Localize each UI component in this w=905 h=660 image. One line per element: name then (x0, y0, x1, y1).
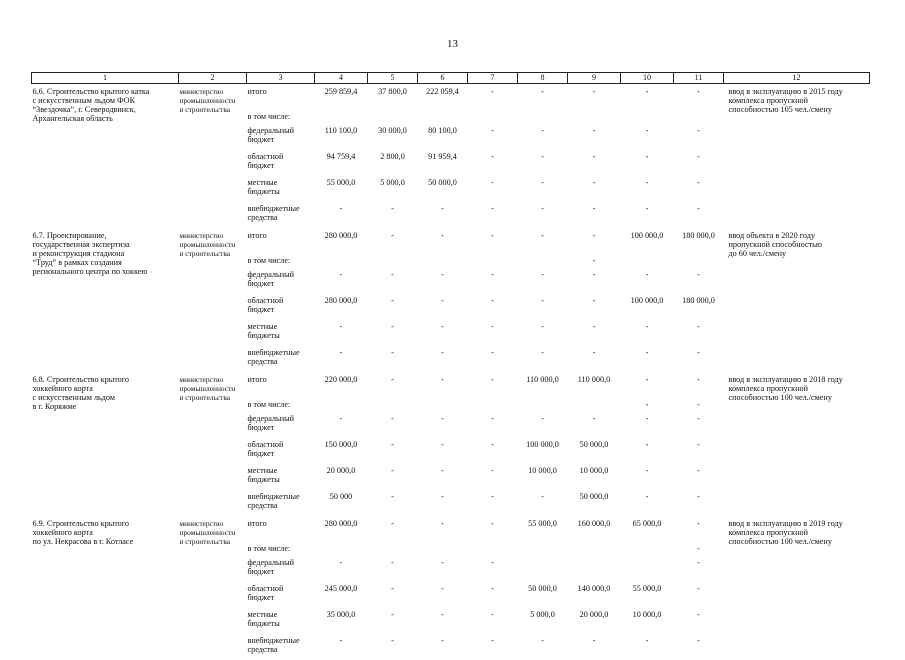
amount-cell: - (541, 203, 544, 213)
column-header: 11 (674, 73, 724, 84)
funding-source-label: федеральный бюджет (247, 269, 295, 288)
amount-cell: - (541, 177, 544, 187)
amount-cell: - (491, 413, 494, 423)
column-number-row (32, 73, 870, 84)
amount-cell: 110 000,0 (577, 374, 611, 384)
amount-cell: 160 000,0 (577, 518, 611, 528)
amount-cell: 280 000,0 (324, 518, 358, 528)
project-name: 6.6. Строительство крытого катка с искусственным льдом ФОК “Звездочка”, г. Северодвинск, Архангельская область (32, 87, 150, 123)
amount-cell: - (645, 491, 649, 501)
amount-cell (568, 110, 621, 124)
amount-cell: - (491, 151, 494, 161)
amount-cell: - (645, 125, 649, 135)
amount-cell: 55 000,0 (326, 177, 356, 187)
amount-cell: - (541, 347, 544, 357)
amount-cell: 180 000,0 (682, 295, 715, 305)
amount-cell (518, 254, 568, 268)
amount-cell: - (491, 609, 494, 619)
funding-source-label: внебюджетные средства (247, 203, 300, 222)
amount-cell: - (491, 230, 494, 240)
amount-cell: - (541, 635, 544, 645)
amount-cell: - (491, 635, 494, 645)
amount-cell (418, 542, 468, 556)
amount-cell: - (697, 609, 700, 619)
funding-source-label: итого (247, 518, 267, 528)
amount-cell: - (645, 439, 649, 449)
amount-cell: - (491, 125, 494, 135)
amount-cell: 91 959,4 (428, 151, 457, 161)
amount-cell: - (541, 151, 544, 161)
amount-cell: 65 000,0 (632, 518, 662, 528)
amount-cell: - (697, 543, 700, 553)
amount-cell: - (441, 413, 444, 423)
amount-cell: - (441, 269, 444, 279)
project-name: 6.8. Строительство крытого хоккейного корта с искусственным льдом в г. Коряжме (32, 374, 130, 411)
amount-cell: - (391, 230, 394, 240)
project-note: ввод в эксплуатацию в 2018 году комплекса пропускной способностью 100 чел./смену (728, 374, 843, 402)
column-header: 12 (724, 73, 870, 84)
amount-cell: - (592, 230, 596, 240)
amount-cell (418, 110, 468, 124)
amount-cell: - (391, 439, 394, 449)
amount-cell (674, 110, 724, 124)
amount-cell: 37 800,0 (378, 87, 407, 96)
funding-source-label: в том числе: (247, 255, 291, 265)
project-executor: министерство промышленности и строительства (179, 87, 236, 114)
amount-cell: - (697, 125, 700, 135)
funding-source-label: в том числе: (247, 111, 291, 121)
amount-cell: - (697, 347, 700, 357)
amount-cell (518, 110, 568, 124)
amount-cell: - (592, 635, 596, 645)
column-header: 4 (315, 73, 368, 84)
amount-cell: - (645, 399, 649, 409)
amount-cell: - (391, 374, 394, 384)
table-row (32, 516, 870, 542)
amount-cell: - (541, 87, 544, 96)
amount-cell: - (491, 557, 494, 567)
amount-cell: 110 100,0 (324, 125, 358, 135)
amount-cell: - (339, 203, 343, 213)
amount-cell: - (592, 87, 596, 96)
column-header: 10 (621, 73, 674, 84)
amount-cell (315, 110, 368, 124)
amount-cell: - (697, 439, 700, 449)
table-row (32, 84, 870, 110)
amount-cell: - (697, 151, 700, 161)
amount-cell: - (697, 518, 700, 528)
page-number: 13 (447, 38, 458, 50)
amount-cell: - (697, 491, 700, 501)
amount-cell: 50 000,0 (579, 491, 609, 501)
amount-cell (621, 542, 674, 556)
amount-cell: - (339, 557, 343, 567)
amount-cell: - (491, 518, 494, 528)
amount-cell: - (645, 203, 649, 213)
amount-cell: - (592, 321, 596, 331)
amount-cell (518, 556, 568, 582)
amount-cell (518, 542, 568, 556)
amount-cell (368, 110, 418, 124)
funding-source-label: итого (247, 374, 267, 384)
amount-cell: - (441, 374, 444, 384)
amount-cell: - (541, 321, 544, 331)
funding-source-label: федеральный бюджет (247, 557, 295, 576)
amount-cell: - (592, 413, 596, 423)
amount-cell (418, 398, 468, 412)
table-body (32, 84, 870, 660)
amount-cell: 94 759,4 (326, 151, 356, 161)
amount-cell: - (592, 203, 596, 213)
amount-cell: 50 000,0 (428, 177, 457, 187)
funding-source-label: итого (247, 87, 267, 96)
amount-cell: - (592, 347, 596, 357)
amount-cell (368, 254, 418, 268)
amount-cell: - (645, 635, 649, 645)
amount-cell (315, 254, 368, 268)
amount-cell: - (491, 491, 494, 501)
amount-cell: 10 000,0 (579, 465, 609, 475)
amount-cell: - (541, 295, 544, 305)
amount-cell (418, 254, 468, 268)
amount-cell (468, 542, 518, 556)
amount-cell (674, 254, 724, 268)
column-header: 8 (518, 73, 568, 84)
amount-cell: - (491, 347, 494, 357)
funding-source-label: областной бюджет (247, 439, 284, 458)
amount-cell: - (697, 413, 700, 423)
amount-cell: 2 800,0 (380, 151, 405, 161)
amount-cell: 220 000,0 (324, 374, 358, 384)
amount-cell: 20 000,0 (326, 465, 356, 475)
amount-cell: 55 000,0 (632, 583, 662, 593)
amount-cell: 50 000 (329, 491, 353, 501)
project-note: ввод в эксплуатацию в 2019 году комплекса пропускной способностью 100 чел./смену (728, 518, 843, 546)
amount-cell: 140 000,0 (577, 583, 611, 593)
column-header: 6 (418, 73, 468, 84)
project-name: 6.7. Проектирование, государственная экспертиза и реконструкция стадиона “Труд” в рамках создания регионального центра по хоккею (32, 230, 148, 276)
amount-cell: - (645, 465, 649, 475)
amount-cell: - (592, 269, 596, 279)
amount-cell: - (391, 635, 394, 645)
project-executor: министерство промышленности и строительства (179, 230, 236, 258)
amount-cell: - (391, 518, 394, 528)
amount-cell: - (491, 439, 494, 449)
funding-source-label: внебюджетные средства (247, 491, 300, 510)
amount-cell: - (645, 347, 649, 357)
amount-cell: 180 000,0 (682, 230, 715, 240)
amount-cell: 35 000,0 (326, 609, 356, 619)
amount-cell: 10 000,0 (528, 465, 557, 475)
amount-cell: 150 000,0 (324, 439, 358, 449)
amount-cell (368, 542, 418, 556)
amount-cell: - (339, 413, 343, 423)
funding-source-label: местные бюджеты (247, 177, 280, 196)
amount-cell: - (391, 583, 394, 593)
funding-source-label: в том числе: (247, 543, 291, 553)
amount-cell: - (391, 413, 394, 423)
amount-cell: - (697, 321, 700, 331)
amount-cell: 5 000,0 (380, 177, 405, 187)
funding-source-label: внебюджетные средства (247, 347, 300, 366)
amount-cell: - (697, 203, 700, 213)
amount-cell: - (592, 255, 596, 265)
amount-cell: - (391, 557, 394, 567)
amount-cell: - (441, 518, 444, 528)
amount-cell: - (441, 609, 444, 619)
amount-cell (468, 398, 518, 412)
amount-cell: - (391, 347, 394, 357)
amount-cell: - (491, 87, 494, 96)
amount-cell: - (697, 583, 700, 593)
amount-cell: - (541, 491, 544, 501)
amount-cell: - (491, 321, 494, 331)
amount-cell (568, 398, 621, 412)
funding-source-label: в том числе: (247, 399, 291, 409)
funding-source-label: местные бюджеты (247, 465, 280, 484)
amount-cell (315, 398, 368, 412)
amount-cell: - (441, 295, 444, 305)
amount-cell: - (491, 203, 494, 213)
column-header: 3 (247, 73, 315, 84)
amount-cell: - (491, 374, 494, 384)
amount-cell: 100 000,0 (630, 295, 664, 305)
funding-source-label: областной бюджет (247, 151, 284, 170)
amount-cell: - (697, 87, 700, 96)
amount-cell: - (541, 413, 544, 423)
amount-cell: - (391, 295, 394, 305)
amount-cell: - (491, 295, 494, 305)
amount-cell: - (391, 321, 394, 331)
funding-source-label: местные бюджеты (247, 321, 280, 340)
amount-cell (315, 542, 368, 556)
amount-cell (621, 556, 674, 582)
amount-cell (468, 254, 518, 268)
amount-cell: 50 000,0 (528, 583, 557, 593)
amount-cell: 55 000,0 (528, 518, 557, 528)
funding-source-label: итого (247, 230, 267, 240)
funding-source-label: федеральный бюджет (247, 125, 295, 144)
amount-cell: - (391, 491, 394, 501)
amount-cell: - (391, 203, 394, 213)
amount-cell: 100 000,0 (630, 230, 664, 240)
amount-cell: - (491, 583, 494, 593)
amount-cell: - (339, 635, 343, 645)
amount-cell: - (592, 177, 596, 187)
amount-cell: - (441, 583, 444, 593)
amount-cell: 50 000,0 (579, 439, 609, 449)
funding-source-label: областной бюджет (247, 295, 284, 314)
amount-cell: - (645, 269, 649, 279)
funding-source-label: федеральный бюджет (247, 413, 295, 432)
amount-cell: - (441, 557, 444, 567)
project-note: ввод объекта в 2020 году пропускной способностью до 60 чел./смену (728, 230, 823, 258)
column-header: 2 (179, 73, 247, 84)
amount-cell: - (697, 465, 700, 475)
amount-cell: - (491, 177, 494, 187)
amount-cell: 10 000,0 (632, 609, 662, 619)
amount-cell (468, 110, 518, 124)
table-row (32, 372, 870, 398)
column-header: 7 (468, 73, 518, 84)
amount-cell: 20 000,0 (579, 609, 609, 619)
amount-cell: 30 000,0 (378, 125, 407, 135)
amount-cell: 245 000,0 (324, 583, 358, 593)
column-header: 9 (568, 73, 621, 84)
table-row (32, 228, 870, 254)
amount-cell: - (645, 413, 649, 423)
amount-cell (368, 398, 418, 412)
funding-source-label: областной бюджет (247, 583, 284, 602)
amount-cell (621, 254, 674, 268)
amount-cell: - (697, 635, 700, 645)
amount-cell: - (441, 635, 444, 645)
amount-cell: - (491, 269, 494, 279)
amount-cell: - (391, 609, 394, 619)
amount-cell: - (541, 269, 544, 279)
column-header: 5 (368, 73, 418, 84)
project-name: 6.9. Строительство крытого хоккейного корта по ул. Некрасова в г. Котласе (32, 518, 134, 546)
funding-source-label: местные бюджеты (247, 609, 280, 628)
amount-cell: - (441, 491, 444, 501)
amount-cell: - (645, 321, 649, 331)
amount-cell: - (592, 295, 596, 305)
amount-cell: - (592, 151, 596, 161)
amount-cell: - (592, 125, 596, 135)
program-table (31, 72, 869, 660)
amount-cell: - (441, 321, 444, 331)
amount-cell: - (391, 269, 394, 279)
amount-cell: 80 100,0 (428, 125, 457, 135)
amount-cell: - (441, 203, 444, 213)
amount-cell: - (697, 269, 700, 279)
financing-table (31, 72, 870, 660)
amount-cell: - (441, 465, 444, 475)
column-header: 1 (32, 73, 179, 84)
amount-cell: - (645, 374, 649, 384)
amount-cell: - (391, 465, 394, 475)
amount-cell: - (441, 439, 444, 449)
amount-cell: 110 000,0 (526, 374, 559, 384)
amount-cell: - (339, 347, 343, 357)
amount-cell: - (541, 230, 544, 240)
amount-cell: - (491, 465, 494, 475)
amount-cell: - (645, 151, 649, 161)
project-executor: министерство промышленности и строительства (179, 374, 236, 402)
amount-cell: - (697, 399, 700, 409)
amount-cell: - (697, 177, 700, 187)
amount-cell: - (441, 347, 444, 357)
amount-cell: 222 059,4 (426, 87, 459, 96)
funding-source-label: внебюджетные средства (247, 635, 300, 654)
amount-cell: - (697, 557, 700, 567)
amount-cell (518, 398, 568, 412)
amount-cell: 5 000,0 (530, 609, 555, 619)
amount-cell: - (697, 374, 700, 384)
amount-cell (568, 556, 621, 582)
project-note: ввод в эксплуатацию в 2015 году комплекса пропускной способностью 105 чел./смену (728, 87, 843, 114)
amount-cell: - (541, 125, 544, 135)
amount-cell: - (339, 321, 343, 331)
project-executor: министерство промышленности и строительства (179, 518, 236, 546)
amount-cell: - (645, 177, 649, 187)
amount-cell: - (441, 230, 444, 240)
amount-cell: 280 000,0 (324, 295, 358, 305)
amount-cell: - (645, 87, 649, 96)
amount-cell (568, 542, 621, 556)
amount-cell: 280 000,0 (324, 230, 358, 240)
amount-cell: - (339, 269, 343, 279)
amount-cell: 100 000,0 (526, 439, 559, 449)
amount-cell (621, 110, 674, 124)
amount-cell: 259 859,4 (324, 87, 358, 96)
